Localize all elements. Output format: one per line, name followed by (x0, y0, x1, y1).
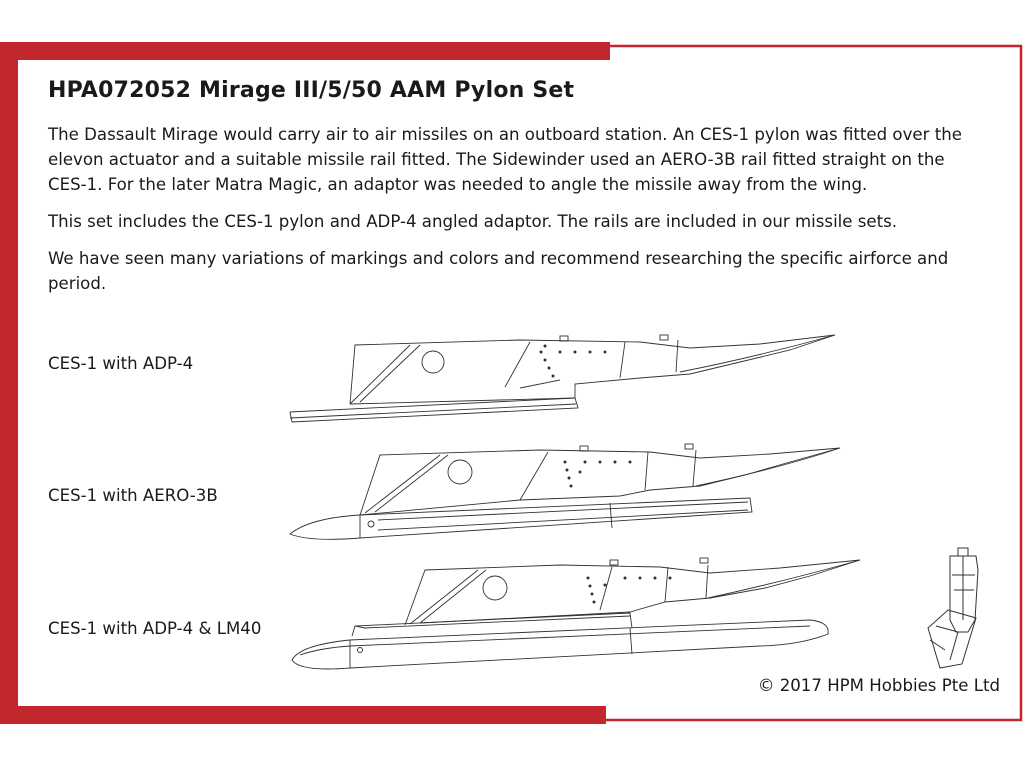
pylon-adp4-drawing (290, 335, 835, 422)
drawing-label-adp4: CES-1 with ADP-4 (48, 354, 194, 373)
copyright-notice: © 2017 HPM Hobbies Pte Ltd (757, 676, 1000, 695)
drawing-label-adp4-lm40: CES-1 with ADP-4 & LM40 (48, 619, 262, 638)
page-title: HPA072052 Mirage III/5/50 AAM Pylon Set (48, 78, 575, 103)
description-paragraph-3: We have seen many variations of markings and colors and recommend researching the specific airforce and period. (48, 249, 949, 293)
description-paragraph-1: The Dassault Mirage would carry air to air missiles on an outboard station. An CES-1 pylon was fitted over the elevon actuator and a suitable missile rail fitted. The Sidewinder used an AERO-3B rail fitted straight on the CES-1. For the later Matra Magic, an adaptor was needed to angle the missile away from the wing. (48, 125, 962, 194)
drawing-label-aero3b: CES-1 with AERO-3B (48, 486, 218, 505)
description-paragraph-2: This set includes the CES-1 pylon and ADP-4 angled adaptor. The rails are included in our missile sets. (48, 212, 898, 231)
pylon-adp4-lm40-drawing (292, 558, 860, 669)
adaptor-end-view-drawing (928, 548, 978, 668)
pylon-aero3b-drawing (290, 444, 840, 539)
